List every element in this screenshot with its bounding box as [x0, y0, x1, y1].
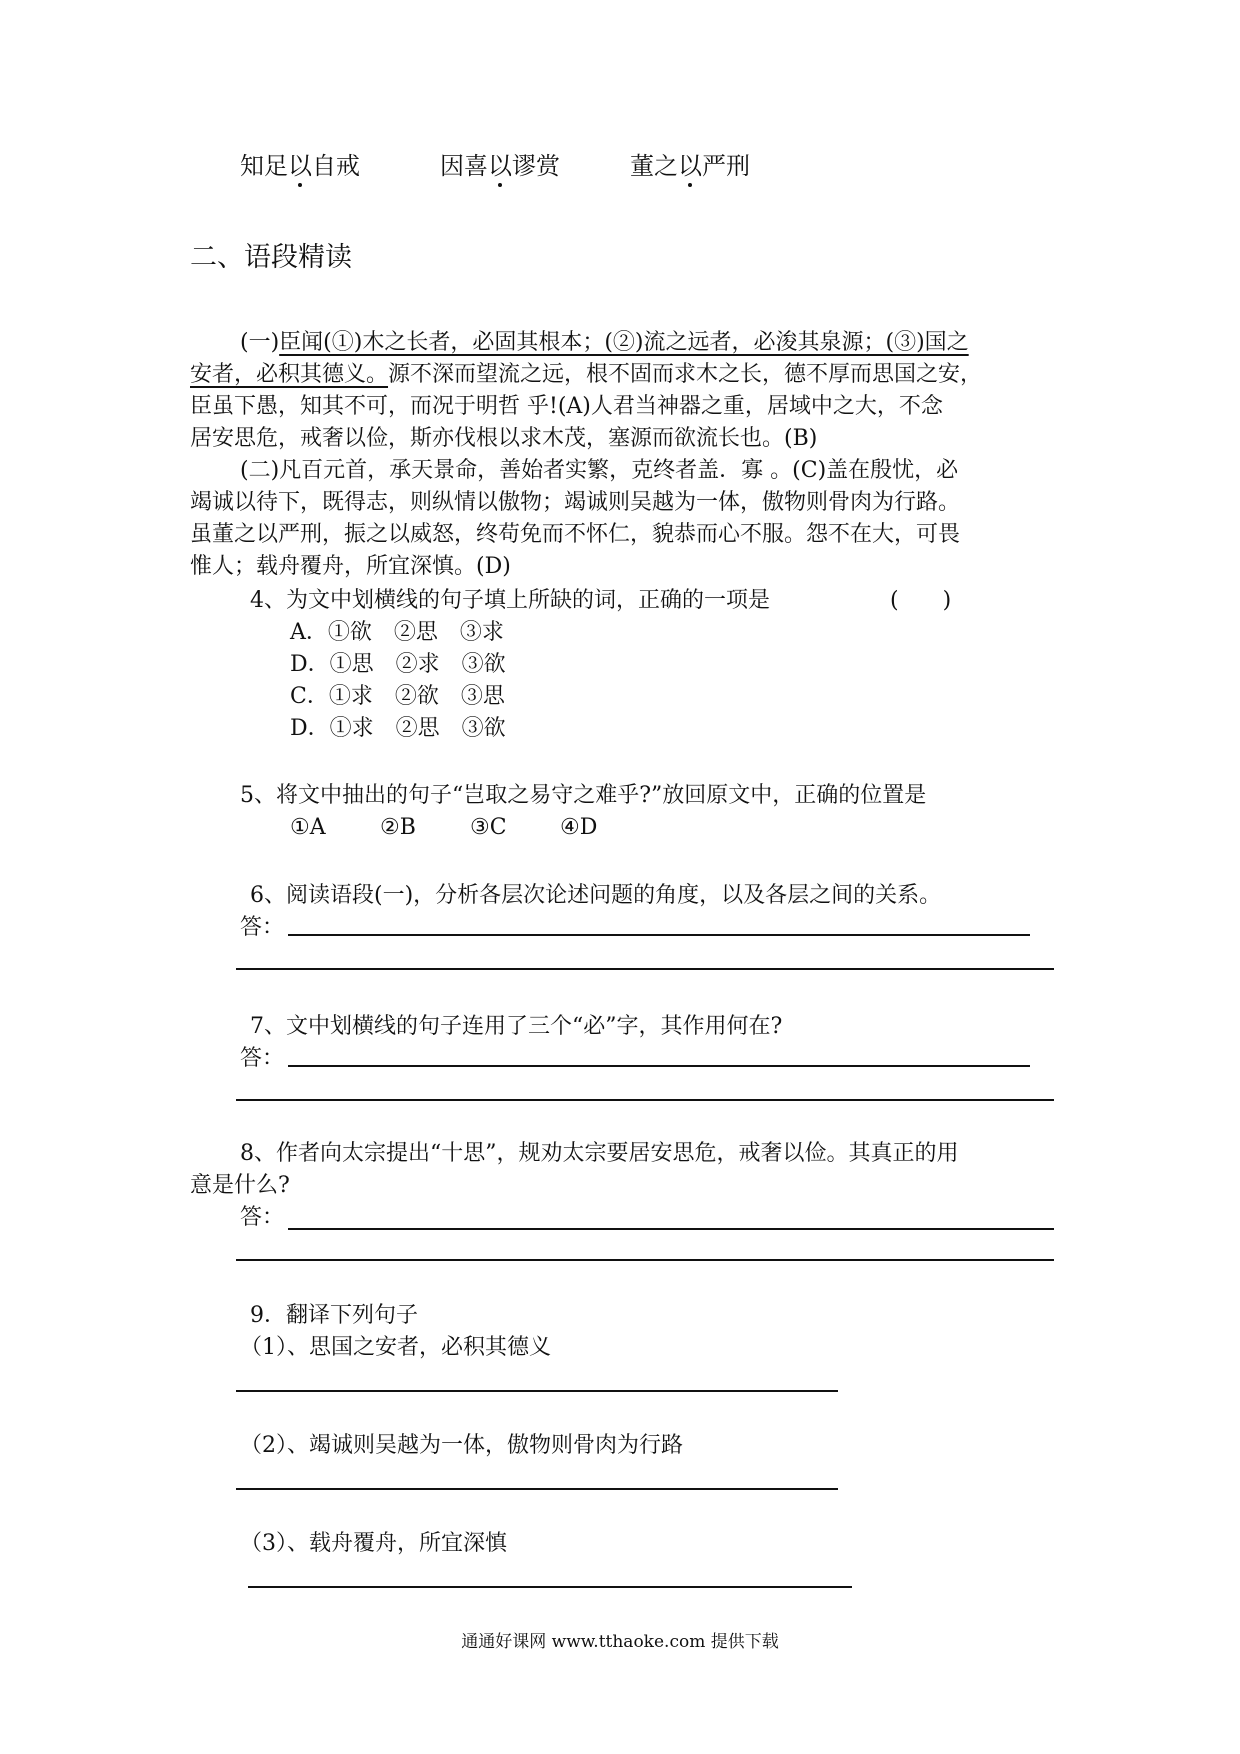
q8-answer-label: 答： [240, 1205, 285, 1230]
q4-option-2: D．①思 ②求 ③欲 [290, 652, 506, 677]
page-footer: 通通好课网 www.tthaoke.com 提供下载 [461, 1632, 779, 1652]
vocab-word-1: 知足以自戒 [240, 152, 360, 180]
q6-answer-line-2[interactable] [236, 968, 1054, 970]
passage1-line4: 居安思危，戒奢以俭，斯亦伐根以求木茂，塞源而欲流长也。(B) [190, 426, 818, 451]
q7-answer-line-2[interactable] [236, 1099, 1054, 1101]
section-title: 二、语段精读 [190, 242, 352, 273]
q5-stem: 5、将文中抽出的句子“岂取之易守之难乎?”放回原文中，正确的位置是 [240, 783, 927, 808]
q4-option-1: A．①欲 ②思 ③求 [290, 620, 504, 645]
q4-stem: 4、为文中划横线的句子填上所缺的词，正确的一项是 [250, 588, 770, 613]
q8-answer-line-2[interactable] [236, 1259, 1054, 1261]
passage2-line2: 竭诚以待下，既得志，则纵情以傲物；竭诚则吴越为一体，傲物则骨肉为行路。 [190, 490, 961, 515]
q6-answer-line-1[interactable] [288, 934, 1030, 936]
q7-answer-label: 答： [240, 1046, 285, 1071]
q5-option-1: ①A [290, 815, 326, 840]
passage1-line2: 安者，必积其德义。源不深而望流之远，根不固而求木之长，德不厚而思国之安， [190, 362, 983, 387]
q8-stem-line2: 意是什么? [190, 1173, 290, 1198]
vocab-word-3: 董之以严刑 [630, 152, 750, 180]
q7-answer-line-1[interactable] [288, 1065, 1030, 1067]
q8-answer-line-1[interactable] [288, 1228, 1054, 1230]
q5-option-3: ③C [470, 815, 507, 840]
q4-option-4: D．①求 ②思 ③欲 [290, 716, 506, 741]
q9-item-2: （2）、竭诚则吴越为一体，傲物则骨肉为行路 [240, 1433, 683, 1458]
q5-option-2: ②B [380, 815, 416, 840]
q9-answer-line-1[interactable] [236, 1390, 838, 1392]
q4-option-3: C．①求 ②欲 ③思 [290, 684, 505, 709]
q9-item-3: （3）、载舟覆舟，所宜深慎 [240, 1531, 507, 1556]
q6-stem: 6、阅读语段(一)，分析各层次论述问题的角度，以及各层之间的关系。 [250, 883, 942, 908]
q7-stem: 7、文中划横线的句子连用了三个“必”字，其作用何在? [250, 1014, 783, 1039]
q8-stem-line1: 8、作者向太宗提出“十思”，规劝太宗要居安思危，戒奢以俭。其真正的用 [240, 1141, 959, 1166]
q9-answer-line-2[interactable] [236, 1488, 838, 1490]
q9-stem: 9．翻译下列句子 [250, 1303, 418, 1328]
q6-answer-label: 答： [240, 915, 285, 940]
q5-option-4: ④D [560, 815, 598, 840]
passage1-line3: 臣虽下愚，知其不可，而况于明哲 乎!(A)人君当神器之重，居域中之大，不念 [190, 394, 943, 419]
vocab-word-2: 因喜以谬赏 [440, 152, 560, 180]
passage2-line1: (二)凡百元首，承天景命，善始者实繁，克终者盖．寡 。(C)盖在殷忧，必 [240, 458, 959, 483]
q4-answer-paren: ( ) [890, 588, 952, 613]
passage2-line3: 虽董之以严刑，振之以威怒，终苟免而不怀仁，貌恭而心不服。怨不在大，可畏 [190, 522, 961, 547]
q9-answer-line-3[interactable] [248, 1586, 852, 1588]
passage1-line1: (一)臣闻(①)木之长者，必固其根本；(②)流之远者，必浚其泉源；(③)国之 [240, 330, 969, 355]
q9-item-1: （1）、思国之安者，必积其德义 [240, 1335, 551, 1360]
passage2-line4: 惟人；载舟覆舟，所宜深慎。(D) [190, 554, 511, 579]
